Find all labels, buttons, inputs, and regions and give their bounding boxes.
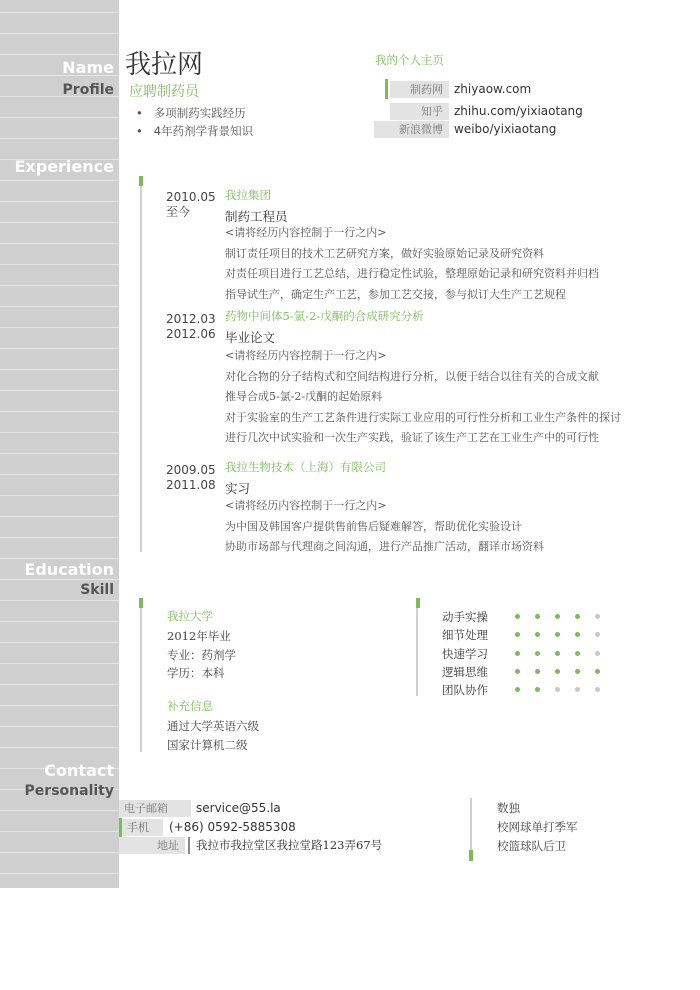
skill-level-dot xyxy=(515,687,520,692)
skill-level-dot xyxy=(595,614,600,619)
profile-bullet: • 多项制药实践经历 xyxy=(136,106,246,120)
exp-description: <请将经历内容控制于一行之内> 对化合物的分子结构式和空间结构进行分析，以便于结合以往有关的合成文献 推导合成5-氯-2-戊酮的起始原料 对于实验室的生产工艺条件进行实际工业应用的可行性分析和工业生产条件的探讨 进行几次中试实验和一次生产实践，验证了该生产工艺在工业生产中的可行性 xyxy=(225,349,621,444)
skill-level-dot xyxy=(515,651,520,656)
skill-name: 快速学习 xyxy=(442,646,488,661)
skills-divider xyxy=(416,598,418,696)
skill-level-dot xyxy=(535,669,540,674)
skills-marker xyxy=(416,598,420,608)
extra-info-title: 补充信息 xyxy=(167,699,213,713)
phone-label: 手机 xyxy=(122,819,163,836)
address-divider xyxy=(188,837,190,854)
homepage-title: 我的个人主页 xyxy=(375,53,444,67)
exp-role: 实习 xyxy=(225,481,251,496)
education-details: 2012年毕业 专业：药剂学 学历：本科 xyxy=(167,629,236,680)
exp-date: 2009.05 2011.08 xyxy=(166,463,216,492)
personality-marker xyxy=(469,850,473,861)
zhihu-link[interactable]: zhihu.com/yixiaotang xyxy=(454,104,583,118)
skill-name: 团队协作 xyxy=(442,683,488,698)
position-title: 应聘制药员 xyxy=(129,84,199,100)
skill-name: 动手实操 xyxy=(442,610,488,624)
skill-level-dot xyxy=(535,651,540,656)
email-label: 电子邮箱 xyxy=(119,800,191,817)
zhihu-label: 知乎 xyxy=(390,103,449,120)
skill-level-dot xyxy=(515,614,520,619)
exp-role: 制药工程员 xyxy=(225,209,288,224)
exp-company: 药物中间体5-氯-2-戊酮的合成研究分析 xyxy=(225,309,424,323)
contact-label: Contact xyxy=(44,761,114,780)
exp-company: 我拉生物技术（上海）有限公司 xyxy=(225,460,386,474)
email-value[interactable]: service@55.la xyxy=(196,801,281,815)
homepage-accent-bar xyxy=(385,79,388,99)
skill-name: 逻辑思维 xyxy=(442,664,488,679)
skill-label: Skill xyxy=(80,582,114,598)
education-timeline xyxy=(140,598,142,752)
address-label: 地址 xyxy=(119,837,185,854)
school-name: 我拉大学 xyxy=(167,609,213,623)
skill-name: 细节处理 xyxy=(442,628,488,643)
skill-level-dot xyxy=(535,614,540,619)
weibo-link[interactable]: weibo/yixiaotang xyxy=(454,122,557,136)
skill-row xyxy=(442,607,615,625)
personality-label: Personality xyxy=(24,783,114,799)
skill-level-dot xyxy=(555,651,560,656)
skill-level-dot xyxy=(595,632,600,637)
personality-item: 校篮球队后卫 xyxy=(497,839,566,853)
exp-description: <请将经历内容控制于一行之内> 制订责任项目的技术工艺研究方案，做好实验原始记录及研究资料 对责任项目进行工艺总结，进行稳定性试验，整理原始记录和研究资料并归档 指导试生产，确定生产工艺，参加工艺交接，参与拟订大生产工艺规程 xyxy=(225,226,599,301)
exp-date: 2012.03 2012.06 xyxy=(166,312,216,341)
name-label: Name xyxy=(62,58,114,77)
exp-date: 2010.05 至今 xyxy=(166,190,216,219)
skill-level-dot xyxy=(555,614,560,619)
skill-level-dot xyxy=(575,632,580,637)
skill-level-dot xyxy=(575,651,580,656)
weibo-label: 新浪微博 xyxy=(374,121,449,138)
skill-level-dot xyxy=(595,687,600,692)
personality-item: 数独 xyxy=(497,801,520,815)
applicant-name: 我拉网 xyxy=(125,50,204,80)
skill-level-dot xyxy=(575,669,580,674)
skill-level-dot xyxy=(535,632,540,637)
experience-label: Experience xyxy=(14,157,114,176)
address-value: 我拉市我拉堂区我拉堂路123弄67号 xyxy=(196,838,383,852)
personality-list xyxy=(497,799,578,856)
exp-company: 我拉集团 xyxy=(225,188,271,202)
skill-level-dot xyxy=(575,614,580,619)
skill-level-dot xyxy=(555,687,560,692)
skill-level-dot xyxy=(595,669,600,674)
skill-row xyxy=(442,644,615,662)
timeline-marker-top xyxy=(139,176,143,186)
exp-role: 毕业论文 xyxy=(225,330,276,345)
left-sidebar xyxy=(0,0,119,888)
skill-level-dot xyxy=(595,651,600,656)
education-marker xyxy=(139,598,143,608)
skill-level-dot xyxy=(575,687,580,692)
skill-level-dot xyxy=(555,669,560,674)
skill-row xyxy=(442,680,615,698)
skill-level-dot xyxy=(515,632,520,637)
skill-level-dot xyxy=(515,669,520,674)
profile-bullets xyxy=(136,104,253,140)
personality-item: 校网球单打季军 xyxy=(497,820,578,834)
skill-level-dot xyxy=(535,687,540,692)
profile-label: Profile xyxy=(62,82,114,98)
experience-timeline xyxy=(140,176,142,552)
extra-info: 通过大学英语六级 国家计算机二级 xyxy=(167,719,259,752)
phone-value[interactable]: (+86) 0592-5885308 xyxy=(169,820,296,834)
homepage-label: 制药网 xyxy=(390,81,449,98)
skill-row xyxy=(442,662,615,680)
exp-description: <请将经历内容控制于一行之内> 为中国及韩国客户提供售前售后疑难解答，帮助优化实验设计 协助市场部与代理商之间沟通，进行产品推广活动，翻译市场资料 xyxy=(225,499,544,553)
skill-row xyxy=(442,625,615,643)
profile-bullet: • 4年药剂学背景知识 xyxy=(136,124,254,138)
homepage-link[interactable]: zhiyaow.com xyxy=(454,82,532,96)
education-label: Education xyxy=(24,560,114,579)
skill-level-dot xyxy=(555,632,560,637)
